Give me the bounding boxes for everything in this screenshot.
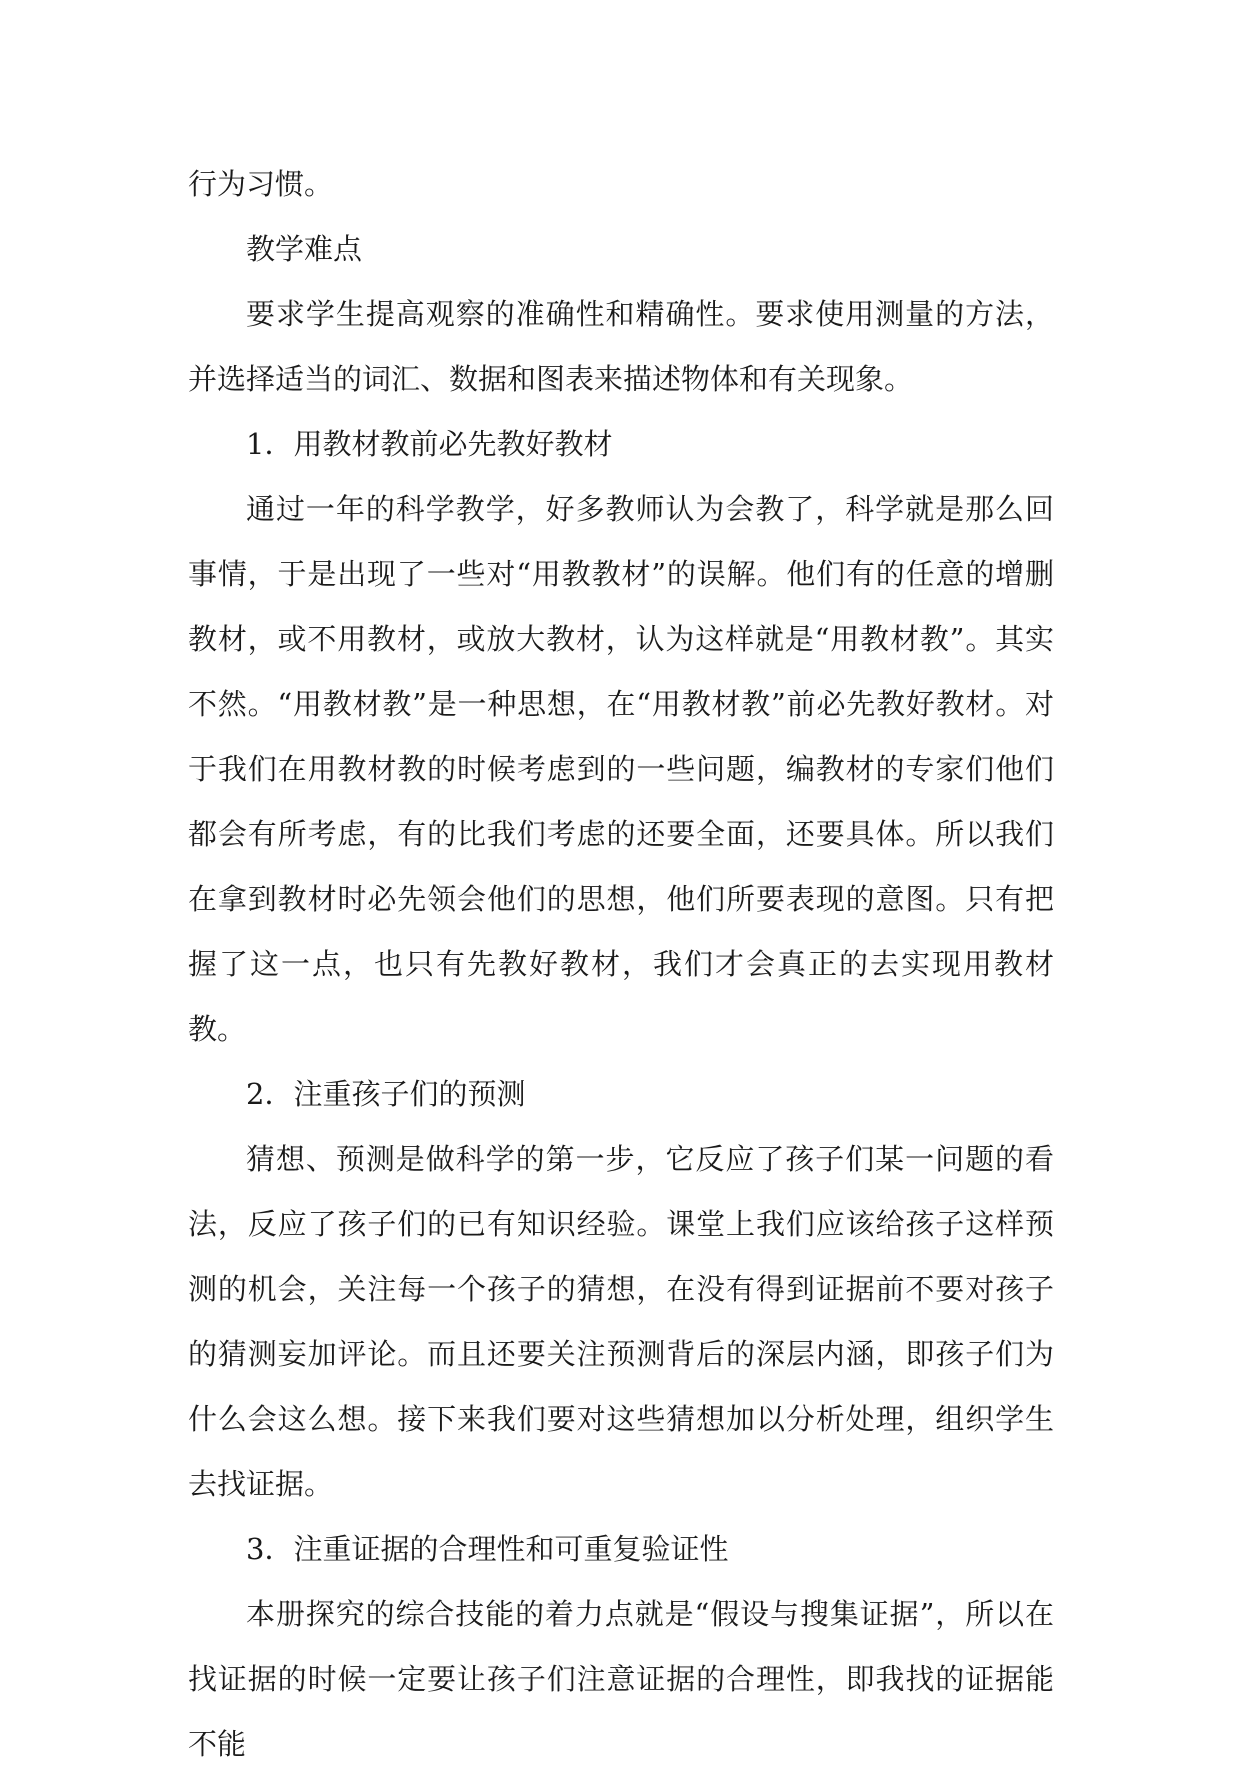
paragraph-section-1: 通过一年的科学教学，好多教师认为会教了，科学就是那么回事情，于是出现了一些对“用教教材”的误解。他们有的任意的增删教材，或不用教材，或放大教材，认为这样就是“用教材教”。其实不然。“用教材教”是一种思想，在“用教材教”前必先教好教材。对于我们在用教材教的时候考虑到的一些问题，编教材的专家们他们都会有所考虑，有的比我们考虑的还要全面，还要具体。所以我们在拿到教材时必先领会他们的思想，他们所要表现的意图。只有把握了这一点，也只有先教好教材，我们才会真正的去实现用教材教。: [188, 492, 1054, 1046]
section-heading-2: 2．注重孩子们的预测: [246, 1077, 526, 1111]
paragraph-section-2: 猜想、预测是做科学的第一步，它反应了孩子们某一问题的看法，反应了孩子们的已有知识经验。课堂上我们应该给孩子这样预测的机会，关注每一个孩子的猜想，在没有得到证据前不要对孩子的猜测妄加评论。而且还要关注预测背后的深层内涵，即孩子们为什么会这么想。接下来我们要对这些猜想加以分析处理，组织学生去找证据。: [188, 1142, 1054, 1501]
paragraph-continuation: 行为习惯。: [188, 167, 334, 201]
document-body: [188, 152, 1054, 1777]
section-heading-3: 3．注重证据的合理性和可重复验证性: [246, 1532, 729, 1566]
paragraph-difficulties: 要求学生提高观察的准确性和精确性。要求使用测量的方法，并选择适当的词汇、数据和图表来描述物体和有关现象。: [188, 297, 1054, 396]
section-heading-teaching-difficulties: 教学难点: [246, 232, 363, 266]
section-heading-1: 1．用教材教前必先教好教材: [246, 427, 613, 461]
paragraph-section-3: 本册探究的综合技能的着力点就是“假设与搜集证据”，所以在找证据的时候一定要让孩子们注意证据的合理性，即我找的证据能不能: [188, 1597, 1054, 1761]
